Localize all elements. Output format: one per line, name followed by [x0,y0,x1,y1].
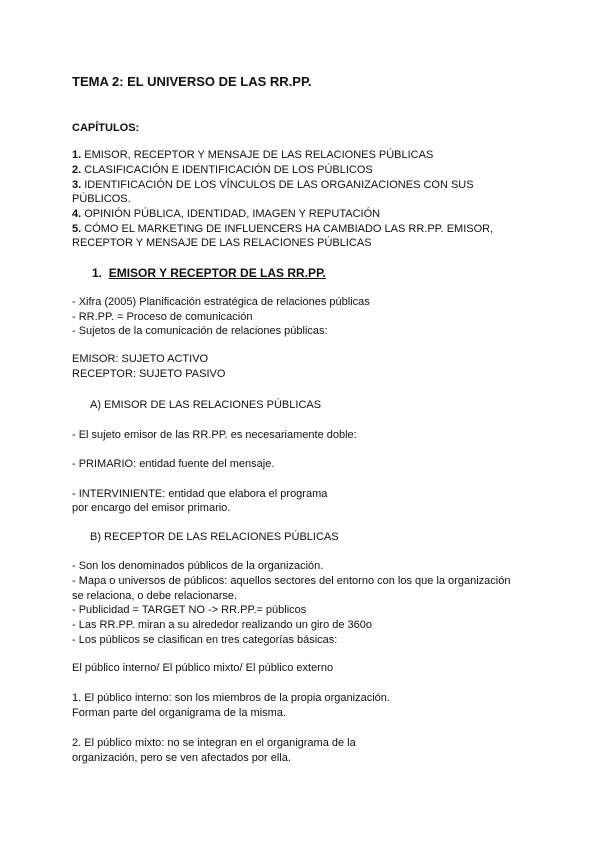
chapter-item [72,178,474,192]
chapter-number: 3. [72,179,82,191]
section-title: EMISOR Y RECEPTOR DE LAS RR.PP. [108,266,326,280]
chapter-text: IDENTIFICACIÓN DE LOS VÍNCULOS DE LAS ORGANIZACIONES CON SUS [81,179,474,191]
text-line: - RR.PP. = Proceso de comunicación [72,311,253,323]
chapter-item [72,207,380,221]
chapter-item [72,192,131,206]
chapter-item [72,148,433,162]
text-line: 2. El público mixto: no se integran en el organigrama de la [72,737,356,749]
chapter-item [72,222,493,236]
chapter-text: CÓMO EL MARKETING DE INFLUENCERS HA CAMBIADO LAS RR.PP. EMISOR, [81,223,494,235]
chapter-number: 4. [72,208,82,220]
text-line: - Sujetos de la comunicación de relaciones públicas: [72,325,328,337]
chapter-item [72,236,372,250]
text-line: organización, pero se ven afectados por ella. [72,752,291,764]
subsection-heading: B) RECEPTOR DE LAS RELACIONES PÚBLICAS [90,531,339,543]
chapter-number: 1. [72,149,82,161]
chapter-text: EMISOR, RECEPTOR Y MENSAJE DE LAS RELACIONES PÚBLICAS [81,149,434,161]
text-line: - Son los denominados públicos de la organización. [72,560,324,572]
chapters-heading: CAPÍTULOS: [72,122,140,134]
text-line: RECEPTOR: SUJETO PASIVO [72,368,226,380]
text-line: EMISOR: SUJETO ACTIVO [72,353,209,365]
text-line: por encargo del emisor primario. [72,502,231,514]
text-line: El público interno/ El público mixto/ El público externo [72,662,334,674]
text-line: 1. El público interno: son los miembros de la propia organización. [72,692,390,704]
chapter-text: RECEPTOR Y MENSAJE DE LAS RELACIONES PÚBLICAS [72,237,372,249]
text-line: - El sujeto emisor de las RR.PP. es necesariamente doble: [72,429,357,441]
text-line: - Los públicos se clasifican en tres categorías básicas: [72,634,338,646]
text-line: - Las RR.PP. miran a su alrededor realizando un giro de 360o [72,619,373,631]
section-heading [92,266,326,280]
text-line: - Mapa o universos de públicos: aquellos sectores del entorno con los que la organización [72,575,511,587]
subsection-heading: A) EMISOR DE LAS RELACIONES PÚBLICAS [90,399,322,411]
chapter-number: 2. [72,164,82,176]
text-line: - INTERVINIENTE: entidad que elabora el programa [72,488,328,500]
document-title: TEMA 2: EL UNIVERSO DE LAS RR.PP. [72,74,312,89]
text-line: Forman parte del organigrama de la misma. [72,707,286,719]
section-number: 1. [92,266,103,280]
chapter-number: 5. [72,223,82,235]
text-line: - Xifra (2005) Planificación estratégica de relaciones públicas [72,296,370,308]
chapter-text: CLASIFICACIÓN E IDENTIFICACIÓN DE LOS PÚBLICOS [81,164,373,176]
text-line: - Publicidad = TARGET NO -> RR.PP.= públicos [72,604,307,616]
text-line: - PRIMARIO: entidad fuente del mensaje. [72,458,275,470]
chapter-text: OPINIÓN PÚBLICA, IDENTIDAD, IMAGEN Y REPUTACIÓN [81,208,381,220]
chapter-text: PÚBLICOS. [72,193,131,205]
chapter-item [72,163,373,177]
text-line: se relaciona, o debe relacionarse. [72,590,238,602]
